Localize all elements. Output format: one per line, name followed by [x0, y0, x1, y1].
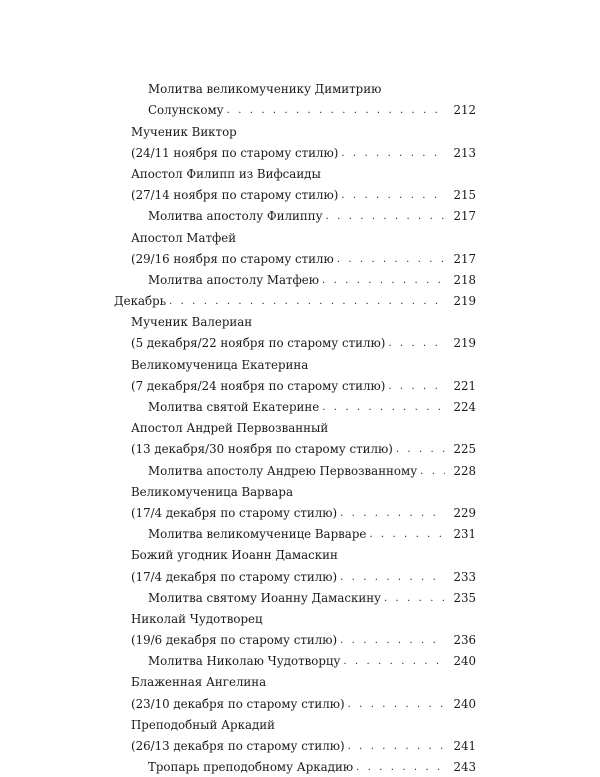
toc-entry	[0, 544, 600, 565]
toc-entry-title: Молитва великомученику Димитрию	[148, 82, 382, 97]
toc-entry	[0, 375, 600, 396]
dot-leader	[384, 594, 445, 605]
toc-entry	[0, 78, 600, 99]
toc-entry-title: Великомученица Екатерина	[131, 357, 309, 372]
dot-leader	[348, 742, 445, 753]
toc-entry-title: Великомученица Варвара	[131, 484, 293, 499]
toc-entry	[0, 142, 600, 163]
toc-entry-title: Молитва святой Екатерине	[148, 400, 320, 414]
dot-leader	[340, 573, 445, 584]
toc-page-number: 217	[453, 209, 476, 224]
toc-entry	[0, 481, 600, 502]
toc-entry-title: (17/4 декабря по старому стилю)	[131, 569, 338, 584]
dot-leader	[420, 467, 445, 478]
toc-entry	[0, 99, 600, 120]
dot-leader	[326, 212, 445, 223]
toc-entry	[0, 163, 600, 184]
toc-entry	[0, 226, 600, 247]
dot-leader	[337, 255, 445, 266]
toc-entry	[0, 523, 600, 544]
toc-entry-title: Декабрь	[114, 294, 167, 309]
toc-page-number: 243	[453, 760, 476, 775]
toc-page-number: 219	[453, 336, 476, 351]
toc-entry-title: (13 декабря/30 ноября по старому стилю)	[131, 442, 393, 457]
toc-entry-title: Апостол Филипп из Вифсаиды	[131, 166, 321, 181]
dot-leader	[227, 106, 445, 117]
toc-page-number: 231	[453, 527, 476, 542]
toc-entry-title: (17/4 декабря по старому стилю)	[131, 505, 338, 520]
toc-page-number: 224	[453, 400, 476, 414]
toc-entry-title: (27/14 ноября по старому стилю)	[131, 188, 339, 203]
toc-entry	[0, 459, 600, 480]
dot-leader	[348, 700, 445, 711]
toc-entry	[0, 714, 600, 735]
toc-entry-title: (26/13 декабря по старому стилю)	[131, 739, 345, 753]
toc-entry-title: Мученик Виктор	[131, 124, 237, 139]
toc-entry	[0, 756, 600, 777]
dot-leader	[341, 191, 445, 202]
toc-entry-title: Солунскому	[148, 103, 224, 118]
toc-entry-title: Тропарь преподобному Аркадию	[148, 760, 354, 775]
toc-entry	[0, 692, 600, 713]
toc-entry	[0, 629, 600, 650]
toc-entry-title: (23/10 декабря по старому стилю)	[131, 696, 345, 711]
toc-entry-title: Молитва апостолу Филиппу	[148, 209, 323, 224]
toc-entry	[0, 120, 600, 141]
toc-page-number: 235	[453, 590, 476, 605]
dot-leader	[388, 382, 445, 393]
toc-entry	[0, 205, 600, 226]
toc-entry	[0, 608, 600, 629]
toc-entry-title: Молитва Николаю Чудотворцу	[148, 654, 341, 669]
table-of-contents	[0, 78, 600, 777]
toc-page-number: 213	[453, 145, 476, 160]
toc-entry	[0, 396, 600, 417]
toc-entry-title: Молитва великомученице Варваре	[148, 527, 367, 542]
toc-entry	[0, 650, 600, 671]
toc-entry-title: (19/6 декабря по старому стилю)	[131, 633, 338, 648]
toc-entry	[0, 353, 600, 374]
dot-leader	[340, 509, 445, 520]
dot-leader	[388, 339, 445, 350]
toc-page-number: 221	[453, 378, 476, 393]
dot-leader	[322, 403, 445, 414]
toc-entry-title: (5 декабря/22 ноября по старому стилю)	[131, 336, 386, 351]
toc-entry	[0, 417, 600, 438]
toc-page-number: 225	[453, 442, 476, 457]
toc-entry-title: Божий угодник Иоанн Дамаскин	[131, 548, 338, 563]
dot-leader	[396, 445, 445, 456]
dot-leader	[169, 297, 445, 308]
toc-page-number: 218	[453, 272, 476, 287]
toc-page-number: 240	[453, 696, 476, 711]
toc-entry-title: (24/11 ноября по старому стилю)	[131, 145, 339, 160]
toc-entry	[0, 502, 600, 523]
toc-entry	[0, 587, 600, 608]
toc-entry-title: Апостол Матфей	[131, 230, 237, 245]
toc-entry-title: Блаженная Ангелина	[131, 675, 267, 690]
toc-entry-title: Молитва апостолу Андрею Первозванному	[148, 463, 418, 478]
toc-entry	[0, 248, 600, 269]
toc-entry-title: (7 декабря/24 ноября по старому стилю)	[131, 378, 386, 393]
toc-entry-title: Мученик Валериан	[131, 315, 253, 330]
toc-entry	[0, 269, 600, 290]
toc-page-number: 212	[453, 103, 476, 118]
dot-leader	[322, 276, 445, 287]
toc-entry	[0, 290, 600, 311]
toc-entry-title: Преподобный Аркадий	[131, 717, 275, 732]
toc-entry	[0, 311, 600, 332]
toc-page-number: 217	[453, 251, 476, 266]
toc-entry-title: Молитва апостолу Матфею	[148, 272, 320, 287]
toc-entry	[0, 735, 600, 756]
toc-entry	[0, 184, 600, 205]
dot-leader	[341, 149, 445, 160]
toc-page-number: 236	[453, 633, 476, 648]
toc-entry	[0, 671, 600, 692]
dot-leader	[340, 636, 445, 647]
toc-entry	[0, 438, 600, 459]
toc-entry	[0, 565, 600, 586]
toc-page-number: 215	[453, 188, 476, 203]
toc-page-number: 233	[453, 569, 476, 584]
toc-page-number: 240	[453, 654, 476, 669]
toc-entry-title: Молитва святому Иоанну Дамаскину	[148, 590, 381, 605]
toc-entry-title: Апостол Андрей Первозванный	[131, 421, 329, 436]
toc-entry-title: (29/16 ноября по старому стилю	[131, 251, 334, 266]
dot-leader	[369, 530, 445, 541]
dot-leader	[356, 763, 445, 774]
toc-page-number: 229	[453, 505, 476, 520]
toc-page-number: 241	[453, 739, 476, 753]
toc-page-number: 219	[453, 294, 476, 309]
dot-leader	[343, 657, 445, 668]
toc-page-number: 228	[453, 463, 476, 478]
toc-entry-title: Николай Чудотворец	[131, 611, 263, 626]
toc-entry	[0, 332, 600, 353]
